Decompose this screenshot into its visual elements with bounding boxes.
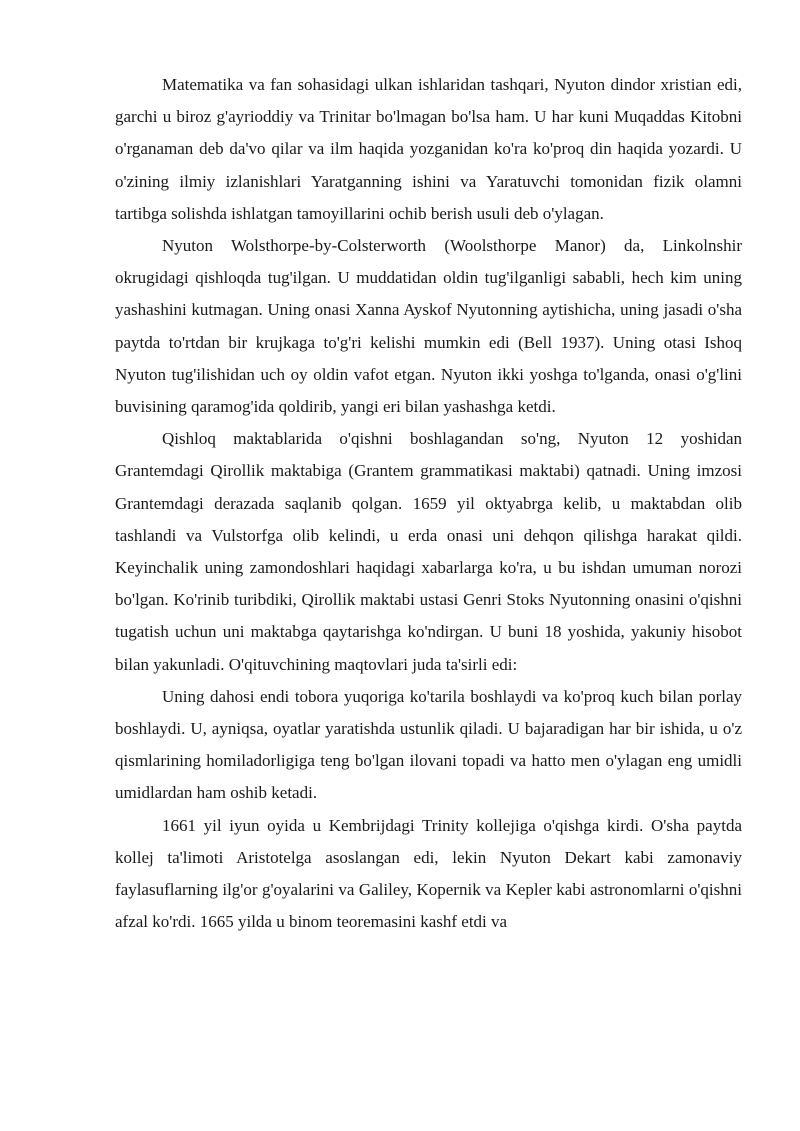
- paragraph-trinity-college: 1661 yil iyun oyida u Kembrijdagi Trinity kollejiga o'qishga kirdi. O'sha paytda kollej ta'limoti Aristotelga asoslangan edi, lekin Nyuton Dekart kabi zamonaviy faylasuflarning ilg'or g'oyalarini va Galiley, Kopernik va Kepler kabi astronomlarni o'qishni afzal ko'rdi. 1665 yilda u binom teoremasini kashf etdi va: [115, 815, 742, 932]
- paragraph-religion: Matematika va fan sohasidagi ulkan ishlaridan tashqari, Nyuton dindor xristian edi, garchi u biroz g'ayrioddiy va Trinitar bo'lmagan bo'lsa ham. U har kuni Muqaddas Kitobni o'rganaman deb da'vo qilar va ilm haqida yozganidan ko'ra ko'proq din haqida yozardi. U o'zining ilmiy izlanishlari Yaratganning ishini va Yaratuvchi tomonidan fizik olamni tartibga solishda ishlatgan tamoyillarini ochib berish usuli deb o'ylagan.: [115, 75, 742, 223]
- paragraph-school: Qishloq maktablarida o'qishni boshlagandan so'ng, Nyuton 12 yoshidan Grantemdagi Qirollik maktabiga (Grantem grammatikasi maktabi) qatnadi. Uning imzosi Grantemdagi derazada saqlanib qolgan. 1659 yil oktyabrga kelib, u maktabdan olib tashlandi va Vulstorfga olib kelindi, u erda onasi uni dehqon qilishga harakat qildi. Keyinchalik uning zamondoshlari haqidagi xabarlarga ko'ra, u bu ishdan umuman norozi bo'lgan. Ko'rinib turibdiki, Qirollik maktabi ustasi Genri Stoks Nyutonning onasini o'qishni tugatish uchun uni maktabga qaytarishga ko'ndirgan. U buni 18 yoshida, yakuniy hisobot bilan yakunladi. O'qituvchining maqtovlari juda ta'sirli edi:: [115, 429, 742, 674]
- document-page: [115, 69, 742, 938]
- paragraph-teacher-praise: Uning dahosi endi tobora yuqoriga ko'tarila boshlaydi va ko'proq kuch bilan porlay boshlaydi. U, ayniqsa, oyatlar yaratishda ustunlik qiladi. U bajaradigan har bir ishida, u o'z qismlarining homiladorligiga teng bo'lgan ilovani topadi va hatto men o'ylagan eng umidli umidlardan ham oshib ketadi.: [115, 686, 742, 803]
- paragraph-birth: Nyuton Wolsthorpe-by-Colsterworth (Woolsthorpe Manor) da, Linkolnshir okrugidagi qishloqda tug'ilgan. U muddatidan oldin tug'ilganligi sababli, hech kim uning yashashini kutmagan. Uning onasi Xanna Ayskof Nyutonning aytishicha, uning jasadi o'sha paytda to'rtdan bir krujkaga to'g'ri kelishi mumkin edi (Bell 1937). Uning otasi Ishoq Nyuton tug'ilishidan uch oy oldin vafot etgan. Nyuton ikki yoshga to'lganda, onasi o'g'lini buvisining qaramog'ida qoldirib, yangi eri bilan yashashga ketdi.: [115, 236, 742, 417]
